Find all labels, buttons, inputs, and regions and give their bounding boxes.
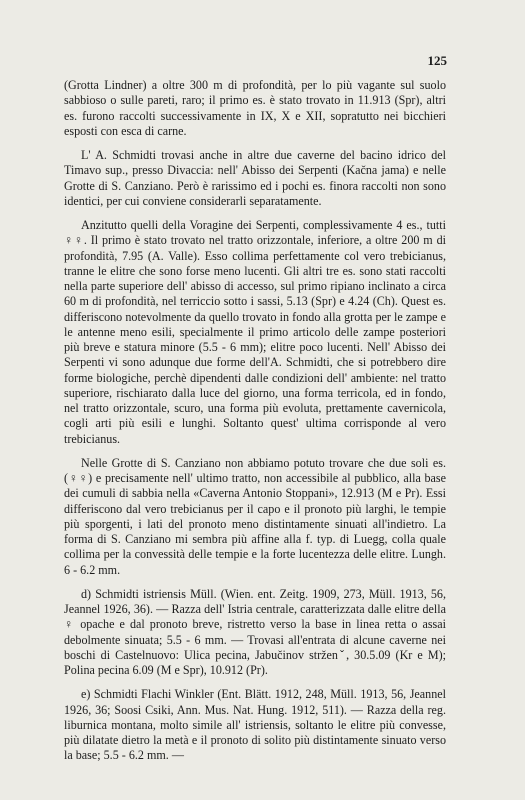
text-body (64, 78, 446, 773)
paragraph-schmidti-istriensis: d) Schmidti istriensis Müll. (Wien. ent. Zeitg. 1909, 273, Müll. 1913, 56, Jeannel 1926, 36). — Razza dell' Istria centrale, caratterizzata dalle elitre della ♀ opache e dal pronoto breve, ristretto verso la base in linea retta o assai debolmente sinuata; 5.5 - 6 mm. — Trovasi all'entrata di alcune caverne nei boschi di Castelnuovo: Ulica pecina, Jabučinov strženˇ, 30.5.09 (Kr e M); Polina pecina 6.09 (M e Spr), 10.912 (Pr). (64, 586, 446, 677)
page-number: 125 (427, 53, 447, 68)
paragraph-a-schmidti-timavo: L' A. Schmidti trovasi anche in altre due caverne del bacino idrico del Timavo sup., presso Divaccia: nell' Abisso dei Serpenti (Kačna jama) e nelle Grotte di S. Canziano. Però è rarissimo ed i pochi es. finora raccolti non sono identici, per cui conviene considerarli separatamente. (64, 148, 446, 208)
paragraph-voragine-serpenti: Anzitutto quelli della Voragine dei Serpenti, complessivamente 4 es., tutti ♀♀. Il primo è stato trovato nel tratto orizzontale, inferiore, a oltre 200 m di profondità, 7.95 (A. Valle). Esso collima perfettamente col vero trebicianus, tranne le elitre che sono forse meno lucenti. Gli altri tre es. sono stati raccolti nella parte superiore dell' abisso di accesso, sul primo ripiano inclinato a circa 60 m di profondità, nel terriccio sotto i sassi, 5.13 (Spr) e 4.24 (Ch). Quest es. differiscono notevolmente da quello trovato in fondo alla grotta per le zampe e le antenne meno esili, specialmente il primo articolo delle zampe posteriori più breve e statura minore (5.5 - 6 mm); elitre poco lucenti. Nell' Abisso dei Serpenti vi sono adunque due forme dell'A. Schmidti, che si potrebbero dire forme biologiche, perchè dipendenti dalle condizioni dell' ambiente: nel tratto superiore, rischiarato dalla luce del giorno, una forma terricola, ed in fondo, nel tratto orizzontale, scuro, una forma più evoluta, prettamente cavernicola, cogli arti più esili e lunghi. Soltanto quest' ultima corrisponde al vero trebicianus. (64, 218, 446, 446)
paragraph-grotte-canziano: Nelle Grotte di S. Canziano non abbiamo potuto trovare che due soli es. (♀♀) e precisamente nell' ultimo tratto, non accessibile al pubblico, alla base dei cumuli di sabbia nella «Caverna Antonio Stoppani», 12.913 (M e Pr). Essi differiscono dal vero trebicianus per il capo e il pronoto più larghi, le tempie più sporgenti, i lati del pronoto meno distintamente sinuati all'indietro. La forma di S. Canziano mi sembra più affine alla f. typ. di Luegg, colla quale collima per la convessità delle tempie e la forte lucentezza delle elitre. Lungh. 6 - 6.2 mm. (64, 455, 446, 577)
paragraph-grotta-lindner: (Grotta Lindner) a oltre 300 m di profondità, per lo più vagante sul suolo sabbioso o sulle pareti, raro; il primo es. è stato trovato in 11.913 (Spr), altri es. furono raccolti successivamente in IX, X e XII, sopratutto nei bicchieri esposti con esca di carne. (64, 78, 446, 138)
paragraph-schmidti-flachi: e) Schmidti Flachi Winkler (Ent. Blätt. 1912, 248, Müll. 1913, 56, Jeannel 1926, 36; Soosi Csiki, Ann. Mus. Nat. Hung. 1912, 511). — Razza della reg. liburnica montana, molto simile all' istriensis, soltanto le elitre più convesse, più dilatate dietro la metà e il pronoto di solito più distintamente sinuato verso la base; 5.5 - 6.2 mm. — (64, 687, 446, 763)
